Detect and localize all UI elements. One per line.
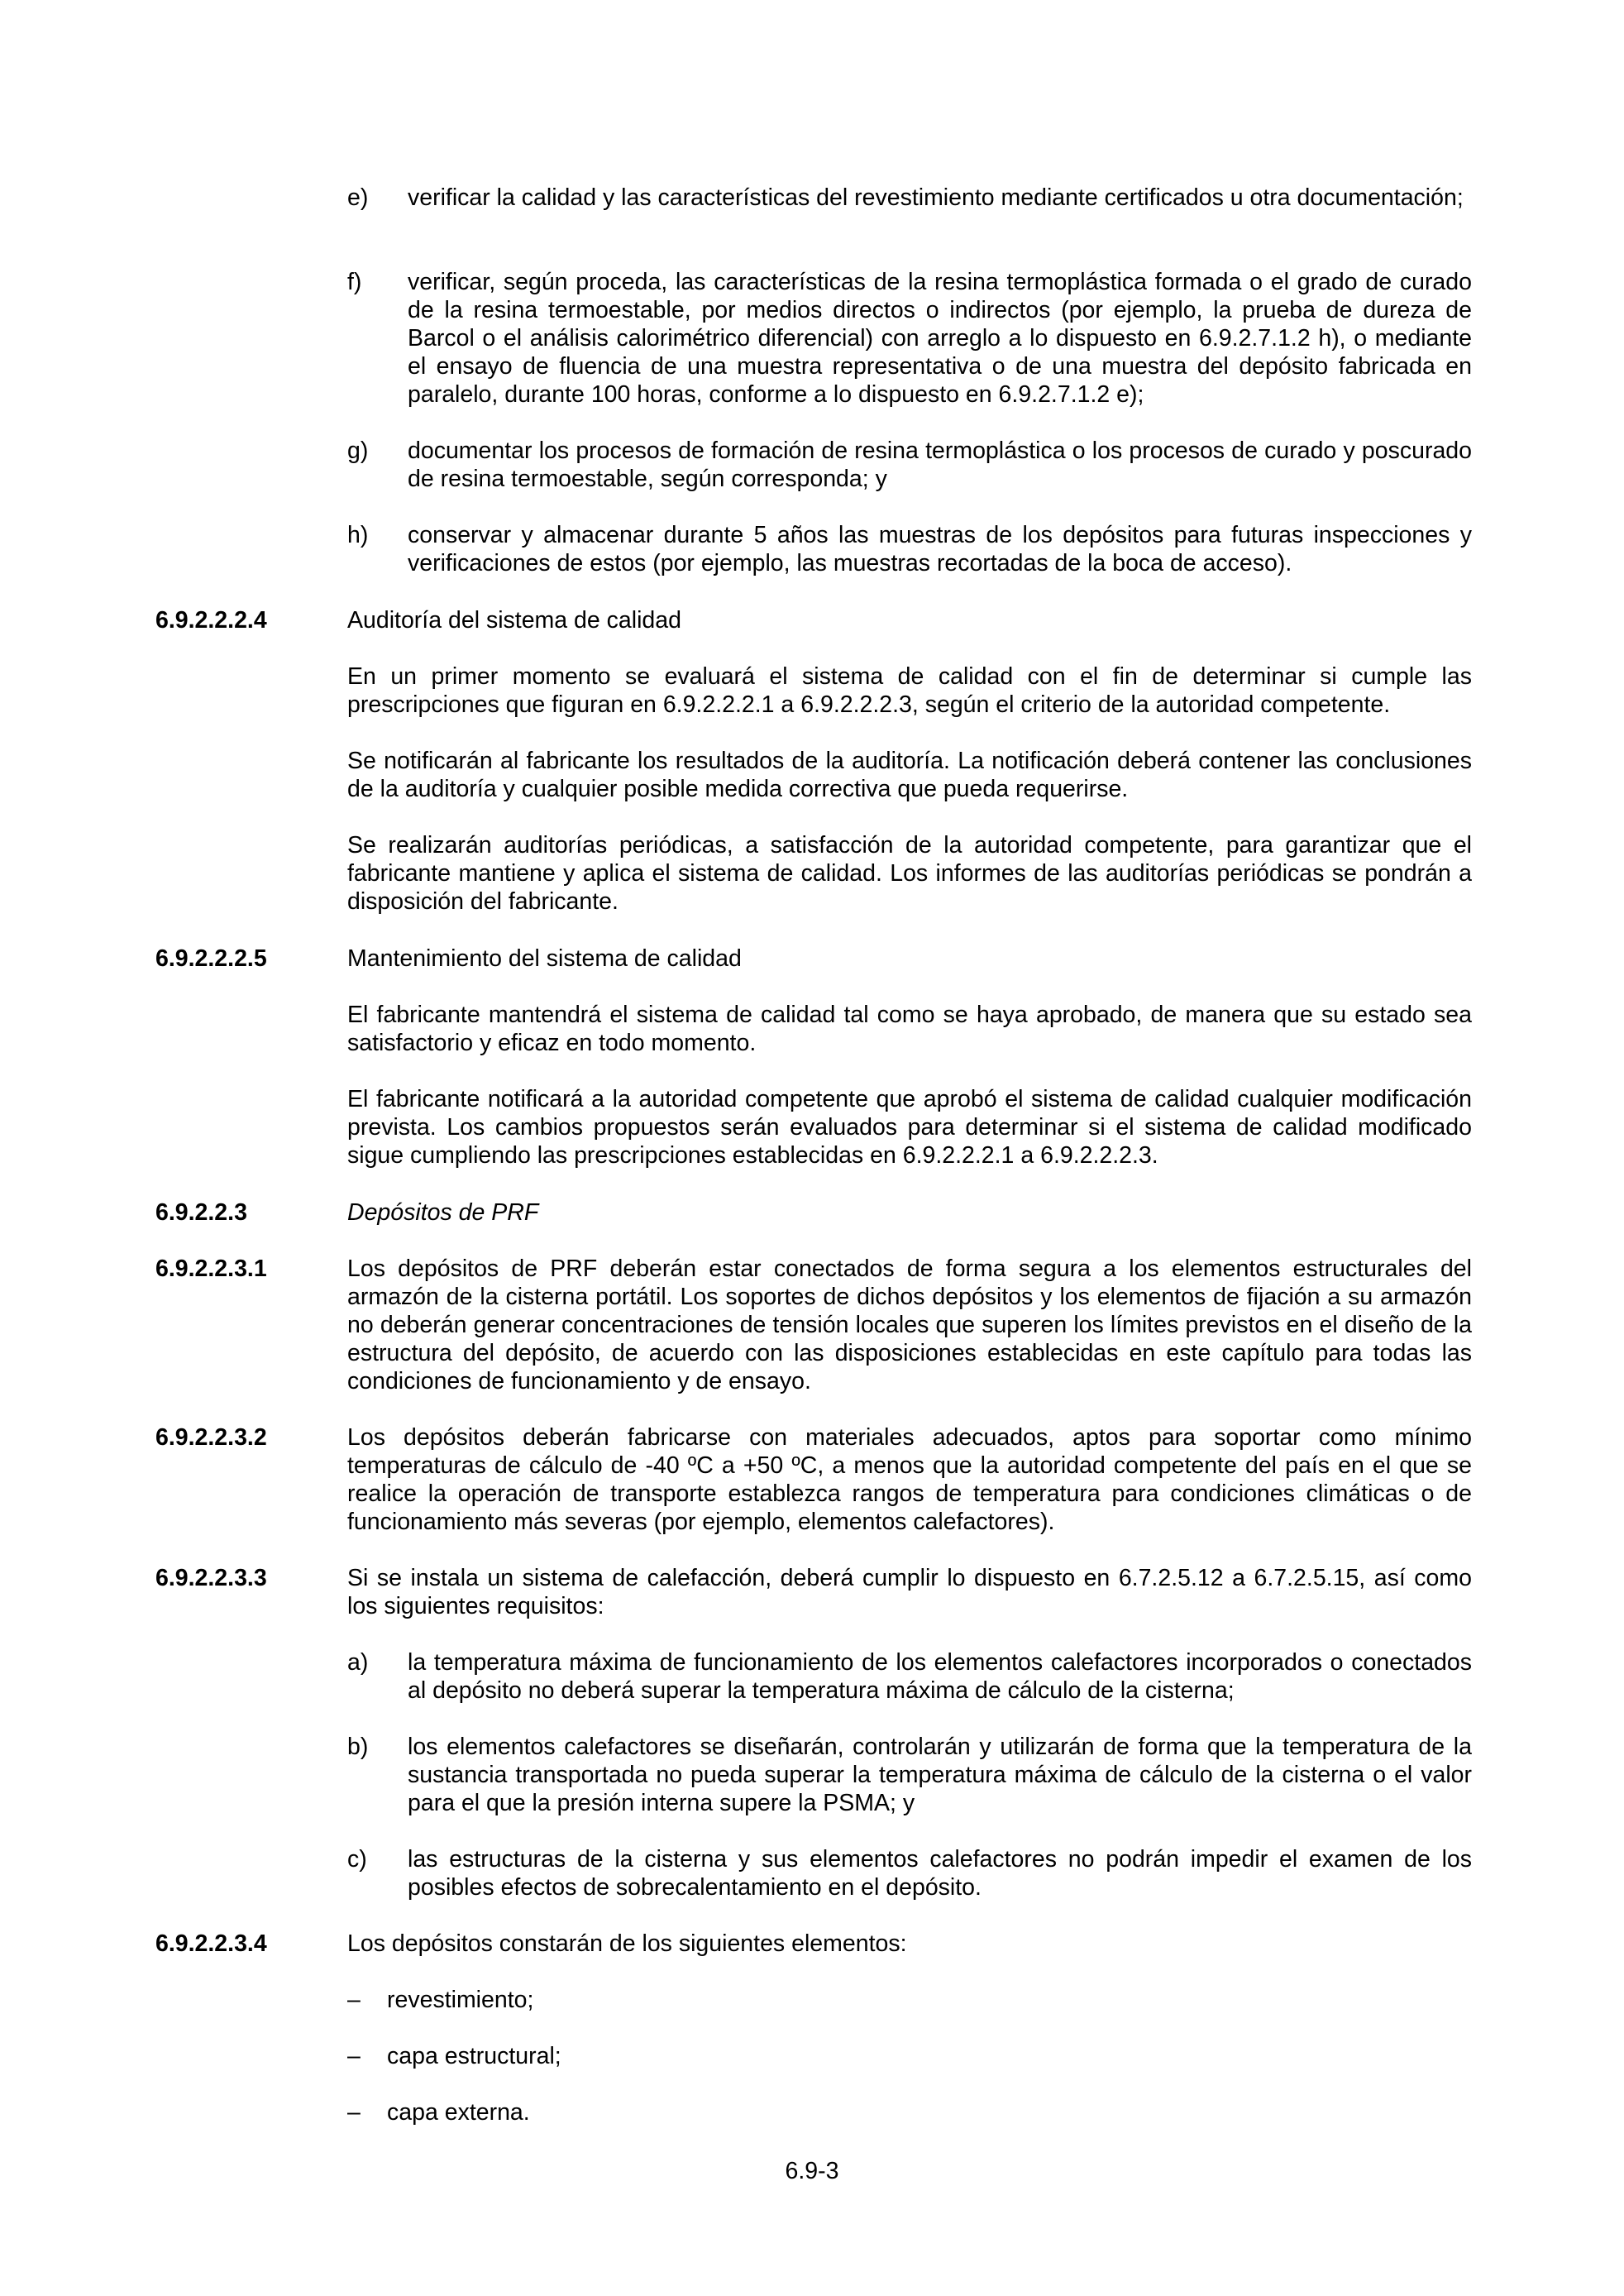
paragraph: El fabricante notificará a la autoridad competente que aprobó el sistema de calidad cualquier modificación prevista. Los cambios propuestos serán evaluados para determinar si el sistema de calidad modificado sigue cumpliendo las prescripciones establecidas en 6.9.2.2.2.1 a 6.9.2.2.2.3. <box>347 1086 1472 1169</box>
list-item-c <box>347 1845 1472 1901</box>
list-item-h <box>347 521 1472 577</box>
section-number: 6.9.2.2.3.3 <box>155 1565 267 1591</box>
section-number: 6.9.2.2.3.1 <box>155 1256 267 1282</box>
list-item-e <box>347 184 1472 212</box>
paragraph: En un primer momento se evaluará el sistema de calidad con el fin de determinar si cumple las prescripciones que figuran en 6.9.2.2.2.1 a 6.9.2.2.2.3, según el criterio de la autoridad competente. <box>347 663 1472 718</box>
list-item-g <box>347 437 1472 493</box>
list-item-b <box>347 1733 1472 1817</box>
paragraph: Se realizarán auditorías periódicas, a satisfacción de la autoridad competente, para garantizar que el fabricante mantiene y aplica el sistema de calidad. Los informes de las auditorías periódicas se pondrán a disposición del fabricante. <box>347 832 1472 915</box>
list-item-dash <box>347 2098 1472 2126</box>
list-label: a) <box>347 1649 369 1676</box>
list-text: los elementos calefactores se diseñarán, controlarán y utilizarán de forma que la temperatura de la sustancia transportada no pueda superar la temperatura máxima de cálculo de la cisterna o el valor para el que la presión interna supere la PSMA; y <box>408 1734 1472 1816</box>
list-text: capa estructural; <box>387 2043 561 2069</box>
paragraph: Los depósitos constarán de los siguientes elementos: <box>347 1930 907 1957</box>
list-text: la temperatura máxima de funcionamiento de los elementos calefactores incorporados o conectados al depósito no deberá superar la temperatura máxima de cálculo de la cisterna; <box>408 1649 1472 1704</box>
list-item-dash <box>347 1986 1472 2014</box>
dash-marker: – <box>347 2099 361 2126</box>
section-number: 6.9.2.2.2.4 <box>155 607 267 634</box>
paragraph: Los depósitos de PRF deberán estar conectados de forma segura a los elementos estructurales del armazón de la cisterna portátil. Los soportes de dichos depósitos y los elementos de fijación a su armazón no deberán generar concentraciones de tensión locales que superen los límites previstos en el diseño de la estructura del depósito, de acuerdo con las disposiciones establecidas en este capítulo para todas las condiciones de funcionamiento y de ensayo. <box>347 1256 1472 1394</box>
list-text: revestimiento; <box>387 1987 534 2013</box>
list-text: capa externa. <box>387 2099 530 2126</box>
list-label: b) <box>347 1734 369 1760</box>
list-text: verificar la calidad y las características del revestimiento mediante certificados u otra documentación; <box>408 184 1464 211</box>
section-number: 6.9.2.2.3 <box>155 1199 247 1226</box>
paragraph: Los depósitos deberán fabricarse con materiales adecuados, aptos para soportar como mínimo temperaturas de cálculo de -40 ºC a +50 ºC, a menos que la autoridad competente del país en el que se realice la operación de transporte establezca rangos de temperatura para condiciones climáticas o de funcionamiento más severas (por ejemplo, elementos calefactores). <box>347 1424 1472 1535</box>
list-item-dash <box>347 2042 1472 2070</box>
list-label: g) <box>347 438 369 464</box>
list-item-f <box>347 268 1472 409</box>
list-text: documentar los procesos de formación de resina termoplástica o los procesos de curado y poscurado de resina termoestable, según corresponda; y <box>408 438 1472 492</box>
section-title: Depósitos de PRF <box>347 1199 539 1226</box>
list-label: f) <box>347 269 362 295</box>
list-label: e) <box>347 184 369 211</box>
dash-marker: – <box>347 2043 361 2069</box>
list-label: h) <box>347 522 369 548</box>
dash-marker: – <box>347 1987 361 2013</box>
paragraph: Si se instala un sistema de calefacción, deberá cumplir lo dispuesto en 6.7.2.5.12 a 6.7.2.5.15, así como los siguientes requisitos: <box>347 1565 1472 1619</box>
paragraph: Se notificarán al fabricante los resultados de la auditoría. La notificación deberá contener las conclusiones de la auditoría y cualquier posible medida correctiva que pueda requerirse. <box>347 748 1472 802</box>
list-text: verificar, según proceda, las características de la resina termoplástica formada o el grado de curado de la resina termoestable, por medios directos o indirectos (por ejemplo, la prueba de dureza de Barcol o el análisis calorimétrico diferencial) con arreglo a lo dispuesto en 6.9.2.7.1.2 h), o mediante el ensayo de fluencia de una muestra representativa o de una muestra del depósito fabricada en paralelo, durante 100 horas, conforme a lo dispuesto en 6.9.2.7.1.2 e); <box>408 269 1472 408</box>
list-label: c) <box>347 1846 367 1873</box>
section-title: Mantenimiento del sistema de calidad <box>347 945 742 972</box>
list-text: conservar y almacenar durante 5 años las muestras de los depósitos para futuras inspecciones y verificaciones de estos (por ejemplo, las muestras recortadas de la boca de acceso). <box>408 522 1472 576</box>
list-text: las estructuras de la cisterna y sus elementos calefactores no podrán impedir el examen de los posibles efectos de sobrecalentamiento en el depósito. <box>408 1846 1472 1901</box>
section-number: 6.9.2.2.2.5 <box>155 945 267 972</box>
section-number: 6.9.2.2.3.4 <box>155 1930 267 1957</box>
page-number: 6.9-3 <box>785 2158 839 2184</box>
paragraph: El fabricante mantendrá el sistema de calidad tal como se haya aprobado, de manera que su estado sea satisfactorio y eficaz en todo momento. <box>347 1002 1472 1056</box>
section-title: Auditoría del sistema de calidad <box>347 607 681 634</box>
section-number: 6.9.2.2.3.2 <box>155 1424 267 1451</box>
list-item-a <box>347 1648 1472 1705</box>
